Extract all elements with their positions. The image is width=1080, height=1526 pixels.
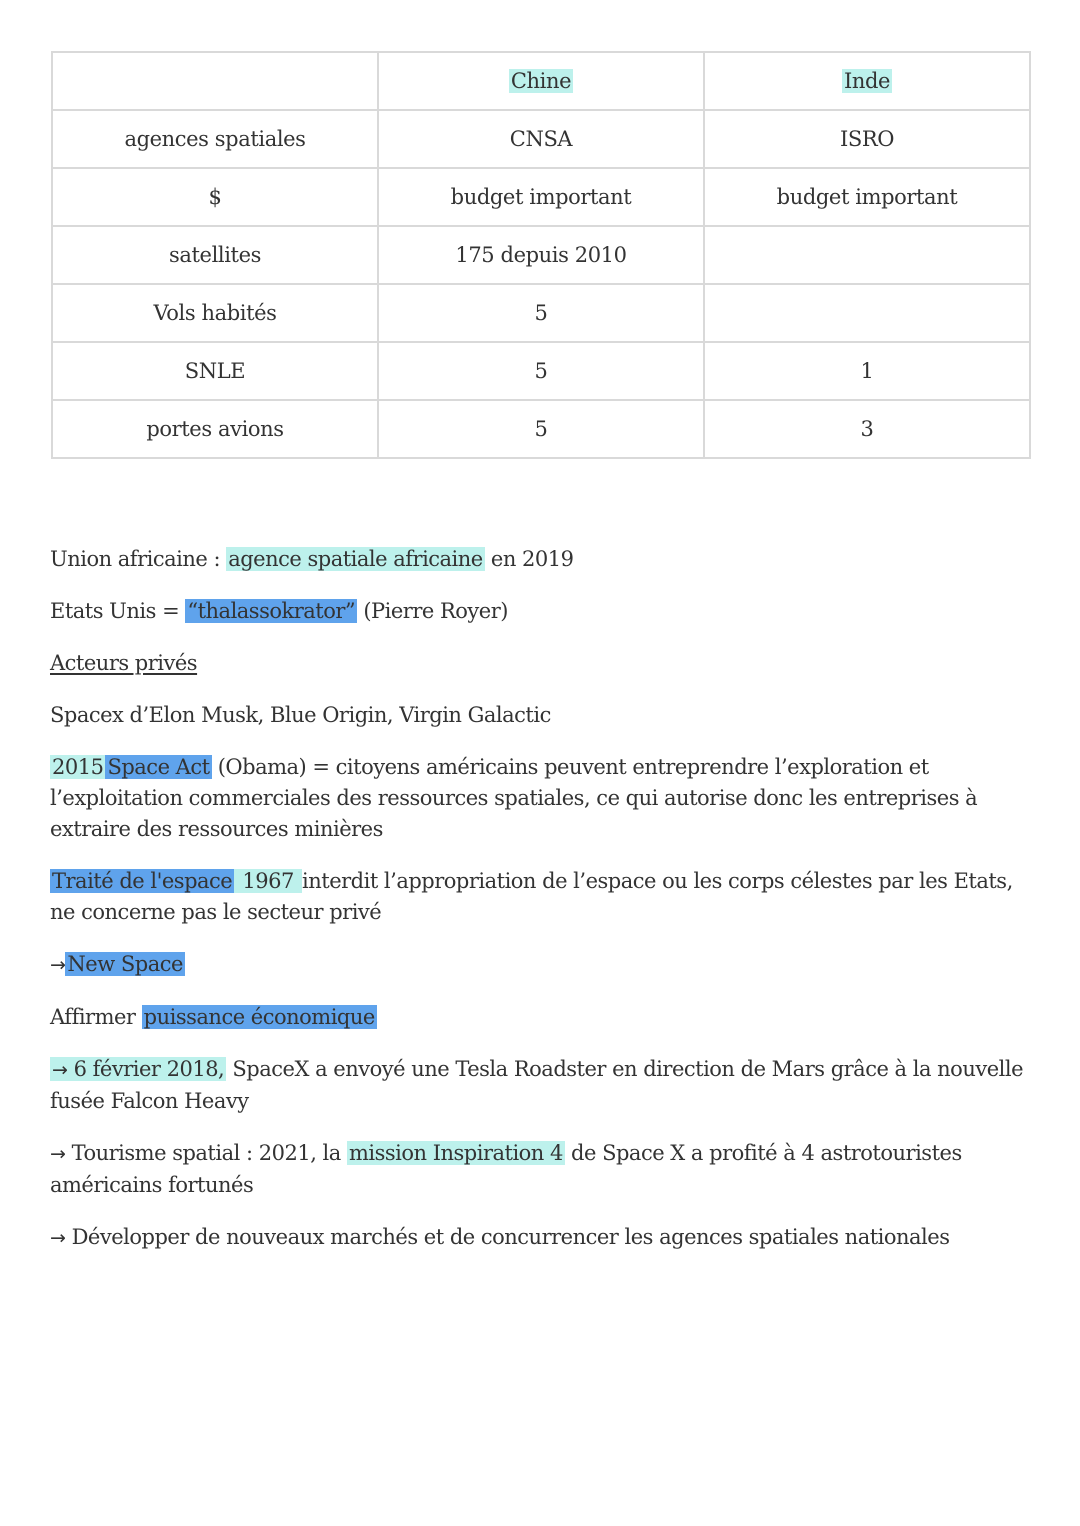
table-cell: 3 [704, 400, 1030, 458]
new-space-line [50, 949, 1035, 981]
notes-section [50, 544, 1035, 1254]
table-cell: 5 [378, 342, 704, 400]
arrow-icon: → [50, 1227, 66, 1249]
traite-year: 1967 [236, 869, 301, 893]
us-prefix: Etats Unis = [50, 599, 186, 623]
table-row [52, 168, 1030, 226]
acteurs-prives-heading: Acteurs privés [50, 651, 198, 675]
spacex-rest: SpaceX a envoyé une Tesla Roadster en direction de Mars grâce à la nouvelle fusée Falcon Heavy [50, 1057, 1024, 1113]
arrow-icon: → [50, 954, 66, 976]
table-cell: CNSA [378, 110, 704, 168]
table-row [52, 226, 1030, 284]
traite-paragraph [50, 866, 1035, 928]
act-highlight: Space Act [107, 755, 210, 779]
arrow-icon: → [50, 1143, 66, 1165]
table-cell: Vols habités [52, 284, 378, 342]
traite-highlight: Traité de l'espace [52, 869, 233, 893]
header-inde: Inde [843, 69, 891, 93]
table-cell: 175 depuis 2010 [378, 226, 704, 284]
ua-prefix: Union africaine : [50, 547, 227, 571]
traite-rest: interdit l’appropriation de l’espace ou les corps célestes par les Etats, ne concerne pas le secteur privé [50, 869, 1013, 924]
table-cell: 5 [378, 400, 704, 458]
space-act-paragraph [50, 752, 1035, 845]
spacex-paragraph [50, 1054, 1035, 1117]
mission-highlight: mission Inspiration 4 [348, 1141, 563, 1165]
tourisme-prefix: Tourisme spatial : 2021, la [65, 1141, 347, 1165]
table-header-cell [378, 52, 704, 110]
table-cell: 1 [704, 342, 1030, 400]
us-highlight: “thalassokrator” [187, 599, 356, 623]
etats-unis-line [50, 596, 1035, 627]
table-cell [704, 284, 1030, 342]
tourisme-paragraph [50, 1138, 1035, 1201]
affirmer-line [50, 1002, 1035, 1033]
puissance-highlight: puissance économique [143, 1005, 375, 1029]
table-cell: budget important [704, 168, 1030, 226]
table-row [52, 284, 1030, 342]
table-cell: 5 [378, 284, 704, 342]
table-row [52, 400, 1030, 458]
table-cell: satellites [52, 226, 378, 284]
table-cell: ISRO [704, 110, 1030, 168]
table-header-cell [704, 52, 1030, 110]
table-cell: portes avions [52, 400, 378, 458]
table-header-row [52, 52, 1030, 110]
comparison-table [51, 51, 1031, 459]
ua-suffix: en 2019 [484, 547, 574, 571]
table-cell: SNLE [52, 342, 378, 400]
header-chine: Chine [510, 69, 572, 93]
new-space-highlight: New Space [67, 952, 183, 976]
act-year: 2015 [52, 755, 104, 779]
table-row [52, 110, 1030, 168]
date-text: 6 février 2018, [73, 1057, 225, 1081]
us-suffix: (Pierre Royer) [357, 599, 508, 623]
table-cell: agences spatiales [52, 110, 378, 168]
union-africaine-line [50, 544, 1035, 575]
affirmer-text: Affirmer [50, 1005, 142, 1029]
table-header-cell [52, 52, 378, 110]
tourisme-rest: de Space X a profité à 4 astrotouristes américains fortunés [50, 1141, 962, 1197]
date-highlight [50, 1057, 226, 1081]
developper-text: Développer de nouveaux marchés et de concurrencer les agences spatiales nationales [65, 1225, 950, 1249]
table-cell [704, 226, 1030, 284]
companies-line: Spacex d’Elon Musk, Blue Origin, Virgin Galactic [50, 703, 551, 727]
table-cell: $ [52, 168, 378, 226]
arrow-icon: → [52, 1059, 68, 1081]
table-cell: budget important [378, 168, 704, 226]
table-row [52, 342, 1030, 400]
developper-line [50, 1222, 1035, 1254]
ua-highlight: agence spatiale africaine [228, 547, 483, 571]
act-rest: (Obama) = citoyens américains peuvent entreprendre l’exploration et l’exploitation commerciales des ressources spatiales, ce qui autorise donc les entreprises à extraire des ressources minières [50, 755, 978, 841]
